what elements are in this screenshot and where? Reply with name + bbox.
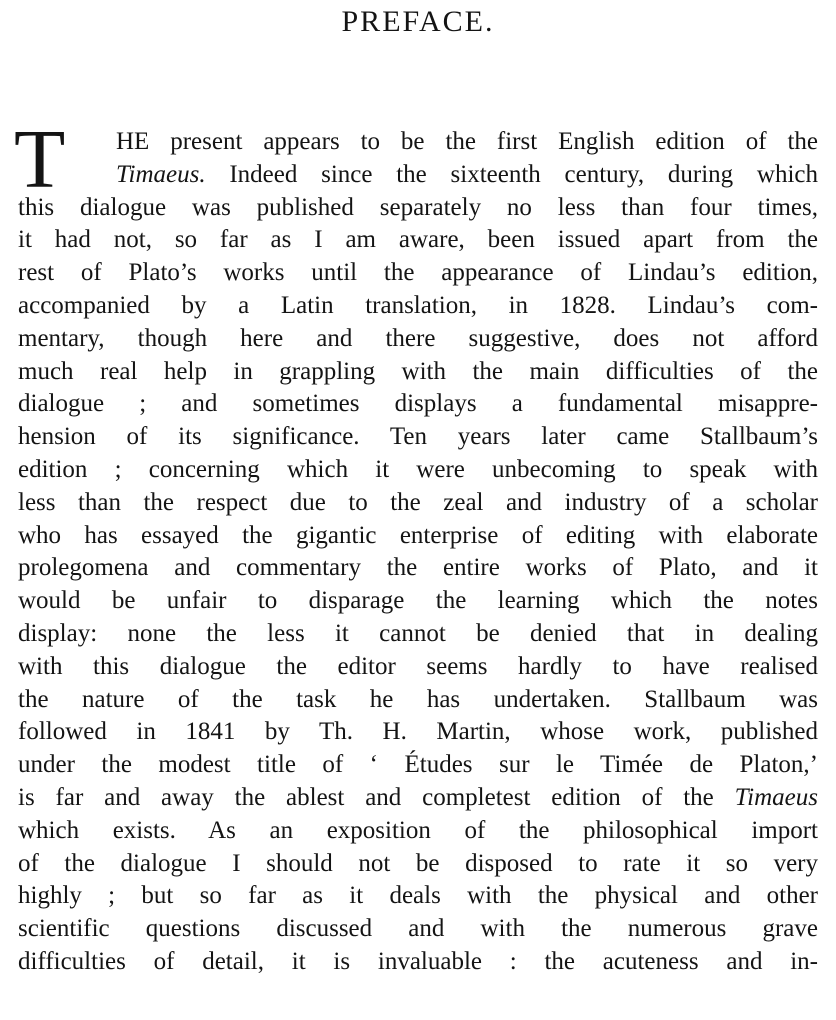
text-line: much real help in grappling with the main difficulties of the <box>18 357 818 385</box>
text-line: less than the respect due to the zeal and industry of a scholar <box>18 488 818 516</box>
text-line: highly ; but so far as it deals with the physical and other <box>18 882 818 910</box>
text-line: would be unfair to disparage the learning which the notes <box>18 587 818 615</box>
text-run: Indeed since the sixteenth century, during which <box>205 160 818 188</box>
drop-cap: T <box>14 113 66 206</box>
text-line: who has essayed the gigantic enterprise of editing with elaborate <box>18 521 818 549</box>
text-line: which exists. As an exposition of the philosophical import <box>18 816 818 844</box>
text-line: this dialogue was published separately no less than four times, <box>18 193 818 221</box>
text-line: it had not, so far as I am aware, been issued apart from the <box>18 226 818 254</box>
text-line: edition ; concerning which it were unbecoming to speak with <box>18 456 818 483</box>
text-run: is far and away the ablest and completest edition of the <box>18 784 735 811</box>
text-line: followed in 1841 by Th. H. Martin, whose work, published <box>18 718 818 746</box>
page-title: PREFACE. <box>341 5 495 38</box>
text-line: HE present appears to be the first English edition of the <box>116 128 818 155</box>
text-line: with this dialogue the editor seems hardly to have realised <box>18 652 818 680</box>
text-line: display: none the less it cannot be denied that in dealing <box>18 620 818 647</box>
italic-title: Timaeus. <box>116 160 206 188</box>
text-line <box>116 159 818 191</box>
text-line: dialogue ; and sometimes displays a fundamental misappre- <box>18 390 818 418</box>
text-line: of the dialogue I should not be disposed to rate it so very <box>18 849 818 877</box>
text-line <box>18 782 818 814</box>
text-line: under the modest title of ‘ Études sur le Timée de Platon,’ <box>18 751 818 779</box>
text-line: difficulties of detail, it is invaluable : the acuteness and in- <box>18 948 818 975</box>
text-line: mentary, though here and there suggestive, does not afford <box>18 324 818 352</box>
text-line: hension of its significance. Ten years later came Stallbaum’s <box>18 423 818 451</box>
italic-title: Timaeus <box>734 784 818 811</box>
text-line: scientific questions discussed and with the numerous grave <box>18 915 818 943</box>
text-line: rest of Plato’s works until the appearance of Lindau’s edition, <box>18 259 818 287</box>
text-line: accompanied by a Latin translation, in 1828. Lindau’s com- <box>18 292 818 319</box>
text-line: prolegomena and commentary the entire works of Plato, and it <box>18 554 818 582</box>
text-line: the nature of the task he has undertaken. Stallbaum was <box>18 685 818 713</box>
